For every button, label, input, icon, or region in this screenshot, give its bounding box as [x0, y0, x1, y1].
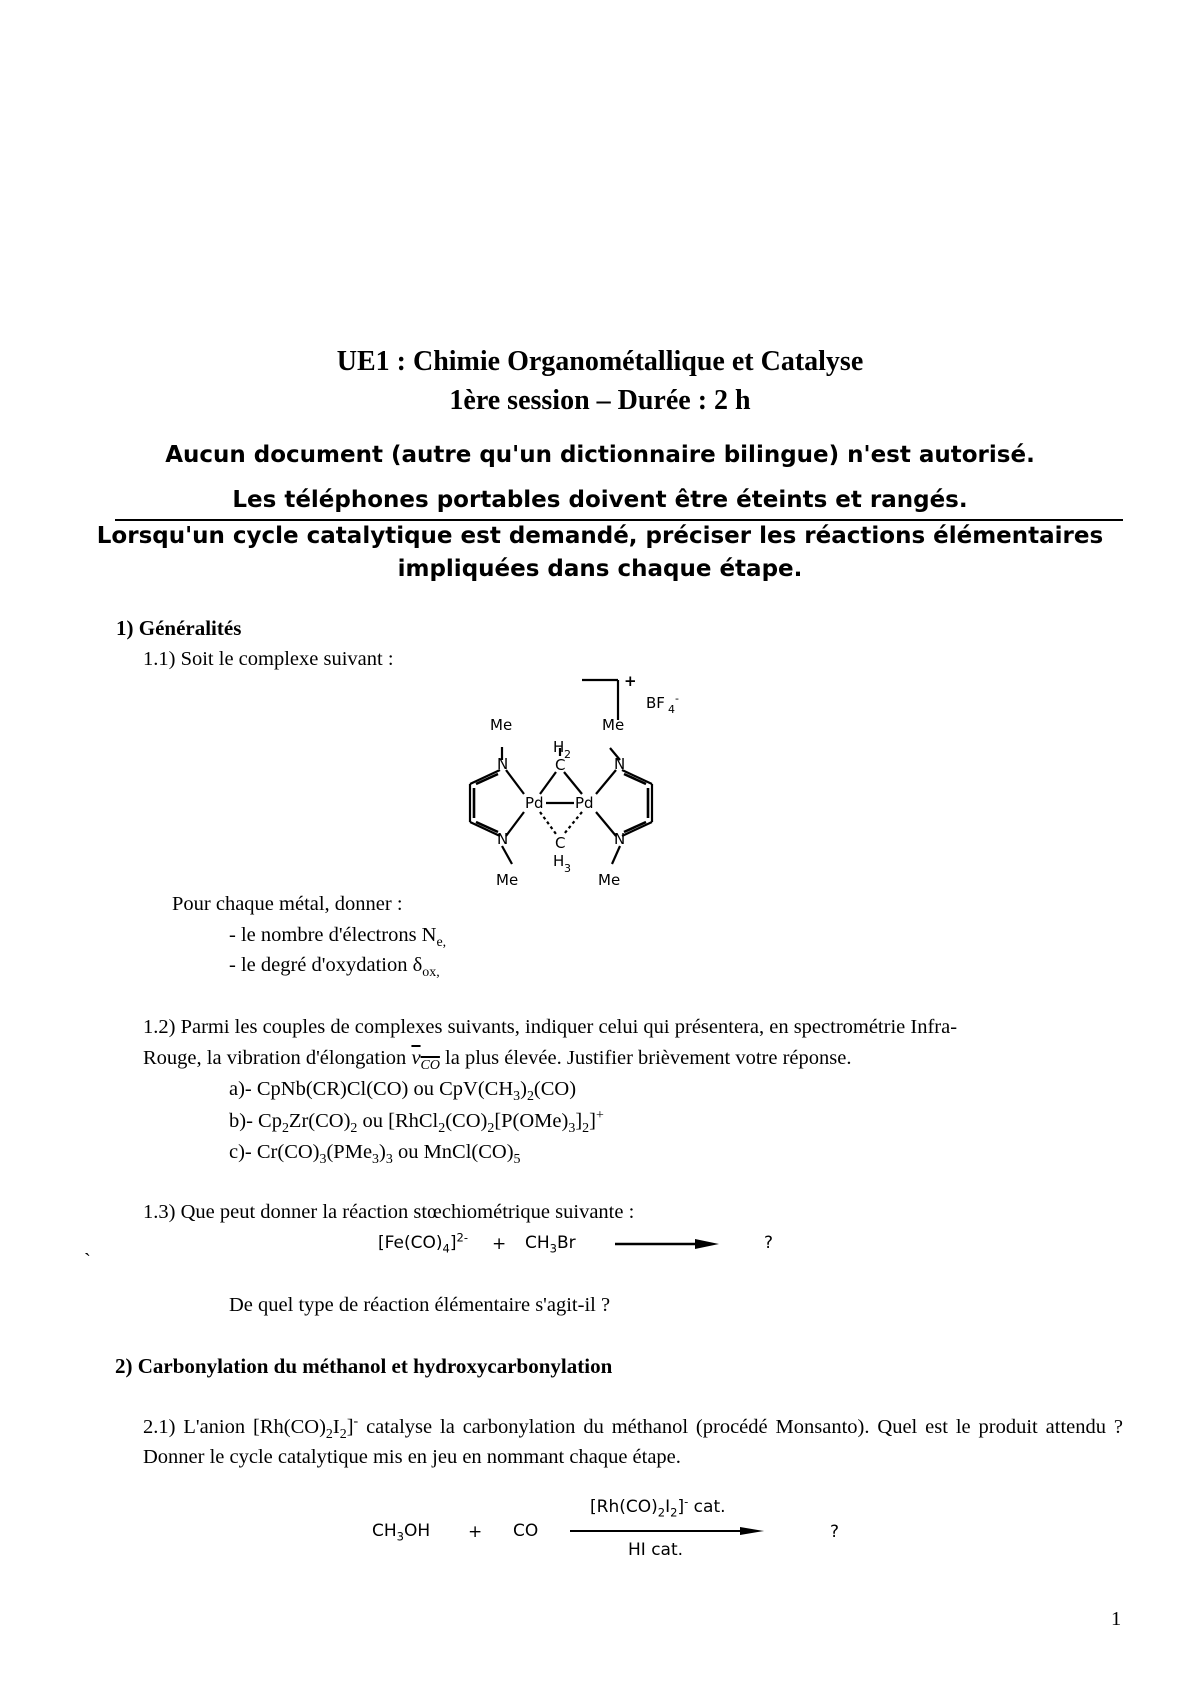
- rule-cycle-line1: Lorsqu'un cycle catalytique est demandé, préciser les réactions élémentaires: [96, 523, 1104, 549]
- reaction-2-1-reactant1: $CH_3OH$: [372, 1521, 431, 1544]
- question-1-1-item-oxidation: - le degré d'oxydation $\delta_{ox,}$: [229, 954, 440, 981]
- question-1-2-line2: Rouge, la vibration d'élongation $\nu_{CO}$ la plus élevée. Justifier brièvement votre réponse.: [143, 1047, 852, 1074]
- reaction-2-1-arrow: [570, 1524, 765, 1538]
- label-n-top-left: N: [497, 755, 509, 773]
- reaction-1-3-product: ?: [764, 1233, 774, 1253]
- stray-mark: `: [84, 1250, 91, 1272]
- question-2-1-text: 2.1) L'anion $[Rh(CO)_2I_2]^-$ catalyse la carbonylation du méthanol (procédé Monsanto). Quel est le produit attendu ? Donner le cycle catalytique mis en jeu en nommant chaque étape.: [143, 1414, 1124, 1468]
- reaction-1-3-arrow: [615, 1237, 720, 1251]
- label-c-bottom: C: [555, 834, 566, 852]
- reaction-2-1-plus: +: [468, 1522, 483, 1542]
- label-me-bottom-right: Me: [598, 871, 621, 889]
- session-info: 1ère session – Durée : 2 h: [449, 385, 751, 416]
- reaction-1-3-plus: +: [492, 1234, 507, 1254]
- question-1-1-item-electrons: - le nombre d'électrons $N_{e,}$: [229, 924, 447, 951]
- nu-co-symbol: $\nu_{CO}$: [411, 1047, 440, 1074]
- label-h2: H: [553, 738, 565, 756]
- label-pd-left: Pd: [525, 794, 544, 812]
- page-number: 1: [1111, 1608, 1122, 1630]
- reaction-1-3-reactant2: $CH_3Br$: [525, 1233, 576, 1256]
- header-divider: [115, 519, 1123, 521]
- rule-cycle-line2: impliquées dans chaque étape.: [397, 556, 803, 582]
- question-1-2-option-c: c)- $Cr(CO)_3(PMe_3)_3$ ou $MnCl(CO)_5$: [229, 1141, 521, 1168]
- label-counterion: BF: [646, 694, 665, 712]
- pd-complex-structure: [440, 672, 770, 902]
- label-n-bottom-right: N: [614, 830, 626, 848]
- page-title: UE1 : Chimie Organométallique et Catalyse: [336, 346, 864, 377]
- question-1-1-intro: 1.1) Soit le complexe suivant :: [143, 648, 394, 670]
- question-1-2-option-b: b)- $Cp_2Zr(CO)_2$ ou $[RhCl_2(CO)_2[P(OMe)_3]_2]^+$: [229, 1108, 604, 1137]
- section-heading-generalites: 1) Généralités: [116, 616, 242, 640]
- label-counterion-sup: -: [675, 692, 679, 705]
- label-counterion-sub: 4: [668, 703, 675, 716]
- reaction-2-1-catalyst-bottom: HI cat.: [628, 1540, 684, 1560]
- label-n-top-right: N: [614, 755, 626, 773]
- label-h3-sub: 3: [564, 862, 571, 875]
- reaction-2-1-catalyst-top: $[Rh(CO)_2I_2]^-$ cat.: [590, 1494, 726, 1520]
- reaction-1-3-reactant1: $[Fe(CO)_4]^{2-}$: [378, 1230, 468, 1256]
- label-c-top: C: [555, 756, 566, 774]
- label-charge: +: [624, 672, 637, 690]
- reaction-2-1-reactant2: CO: [513, 1521, 539, 1541]
- label-h2-sub: 2: [564, 748, 571, 761]
- reaction-2-1-product: ?: [830, 1522, 840, 1542]
- question-1-2-option-a: a)- CpNb(CR)Cl(CO) ou $CpV(CH_3)_2(CO)$: [229, 1078, 577, 1105]
- label-n-bottom-left: N: [497, 830, 509, 848]
- question-1-1-ask: Pour chaque métal, donner :: [172, 893, 403, 915]
- label-h3: H: [553, 852, 565, 870]
- question-1-2-line1: 1.2) Parmi les couples de complexes suivants, indiquer celui qui présentera, en spectrométrie Infra-: [143, 1016, 958, 1038]
- rule-phones: Les téléphones portables doivent être éteints et rangés.: [232, 487, 968, 513]
- rule-documents: Aucun document (autre qu'un dictionnaire bilingue) n'est autorisé.: [165, 442, 1035, 468]
- label-me-top-right: Me: [602, 716, 625, 734]
- label-me-top-left: Me: [490, 716, 513, 734]
- question-1-3-question: De quel type de réaction élémentaire s'agit-il ?: [229, 1294, 611, 1316]
- structure-labels: [490, 672, 679, 889]
- label-pd-right: Pd: [575, 794, 594, 812]
- section-heading-carbonylation: 2) Carbonylation du méthanol et hydroxycarbonylation: [115, 1354, 613, 1378]
- label-me-bottom-left: Me: [496, 871, 519, 889]
- question-1-3-text: 1.3) Que peut donner la réaction stœchiométrique suivante :: [143, 1201, 635, 1223]
